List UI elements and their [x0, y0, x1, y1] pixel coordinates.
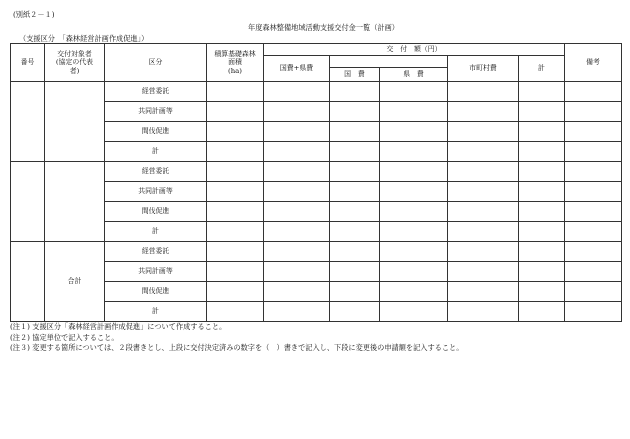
support-category: （支援区分 「森林経営計画作成促進」） — [19, 34, 149, 43]
note-1: (注１) 支援区分「森林経営計画作成促進」について作成すること。 — [10, 322, 227, 331]
division-cell: 計 — [105, 222, 207, 242]
header-grant-amount: 交 付 額（円） — [264, 44, 565, 56]
division-cell: 計 — [105, 302, 207, 322]
header-split-blank — [330, 56, 448, 68]
grand-total-label: 合計 — [45, 242, 105, 322]
header-number: 番号 — [11, 44, 45, 82]
division-cell: 間伐促進 — [105, 122, 207, 142]
number-cell — [11, 242, 45, 322]
division-cell: 共同計画等 — [105, 262, 207, 282]
header-division: 区分 — [105, 44, 207, 82]
annex-label: (別紙２－１) — [13, 10, 55, 19]
division-cell: 間伐促進 — [105, 202, 207, 222]
recipient-cell — [45, 82, 105, 162]
note-2: (注２) 協定単位で記入すること。 — [10, 332, 119, 342]
recipient-cell — [45, 162, 105, 242]
notes-section — [10, 322, 463, 354]
document-title: 年度森林整備地域活動支援交付金一覧（計画） — [248, 23, 399, 32]
table-row — [11, 162, 622, 182]
division-cell: 共同計画等 — [105, 182, 207, 202]
division-cell: 計 — [105, 142, 207, 162]
header-national: 国 費 — [330, 68, 380, 82]
division-cell: 経営委託 — [105, 162, 207, 182]
header-municipal: 市町村費 — [448, 56, 519, 82]
division-cell: 共同計画等 — [105, 102, 207, 122]
table-row — [11, 242, 622, 262]
table-row — [11, 82, 622, 102]
number-cell — [11, 162, 45, 242]
header-total: 計 — [519, 56, 565, 82]
division-cell: 間伐促進 — [105, 282, 207, 302]
grant-table — [10, 43, 622, 322]
header-remarks: 備考 — [565, 44, 622, 82]
note-3: (注３) 変更する箇所については、２段書きとし、上段に交付決定済みの数字を（ ）書きで記入し、下段に変更後の申請額を記入すること。 — [10, 343, 464, 352]
header-national-prefectural: 国費+県費 — [264, 56, 330, 82]
header-area: 積算基礎森林 面積 (ha) — [207, 44, 264, 82]
number-cell — [11, 82, 45, 162]
division-cell: 経営委託 — [105, 242, 207, 262]
division-cell: 経営委託 — [105, 82, 207, 102]
header-recipient: 交付対象者 (協定の代表 者) — [45, 44, 105, 82]
header-prefectural: 県 費 — [380, 68, 448, 82]
